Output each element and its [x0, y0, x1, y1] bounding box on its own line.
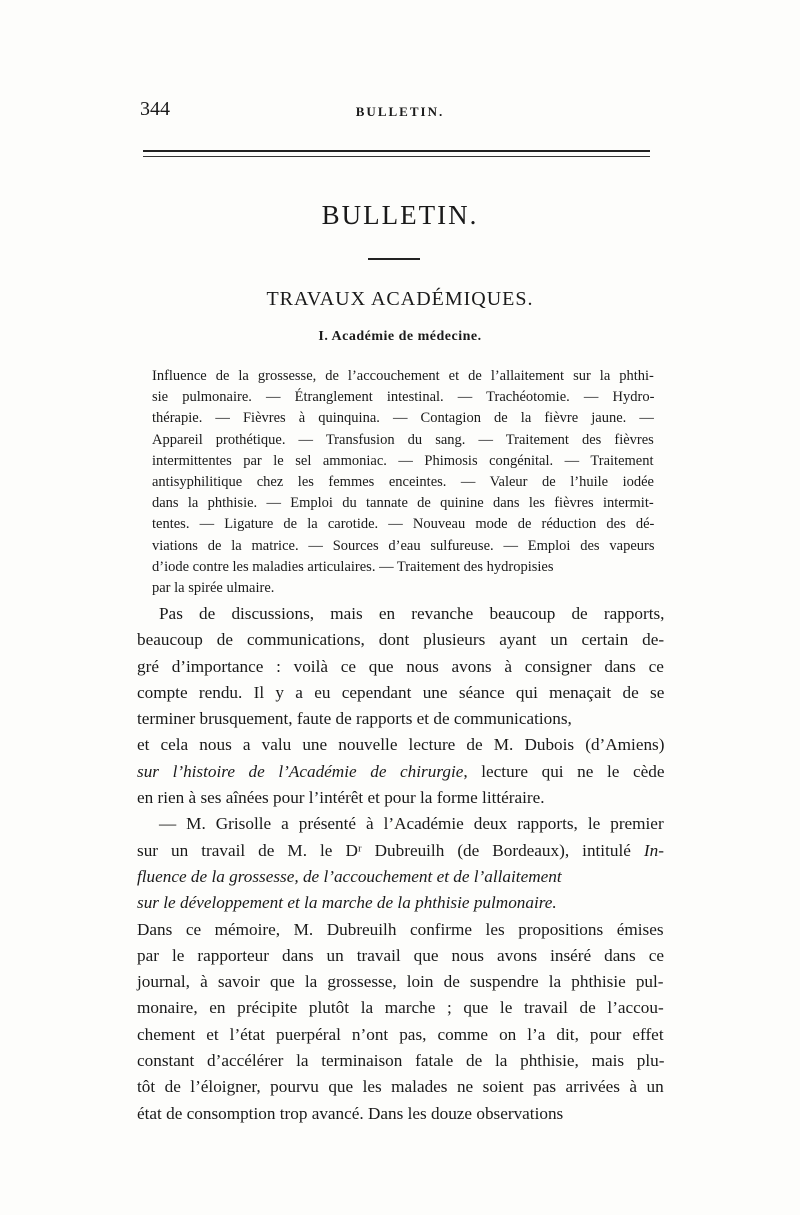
- paragraph-line-text: sur un travail de M. le Dʳ Dubreuilh (de Bordeaux), intitulé: [137, 840, 644, 860]
- summary-line: sie pulmonaire. — Étranglement intestinal. — Trachéotomie. — Hydro-: [152, 389, 655, 406]
- summary-line: Influence de la grossesse, de l’accouchement et de l’allaitement sur la phthi-: [152, 368, 654, 384]
- running-head: [140, 98, 660, 128]
- paragraph-line: beaucoup de communications, dont plusieurs ayant un certain de-: [137, 630, 665, 650]
- paragraph-line: compte rendu. Il y a eu cependant une séance qui menaçait de se: [137, 682, 665, 702]
- summary-block: [152, 366, 654, 599]
- summary-line: intermittentes par le sel ammoniac. — Phimosis congénital. — Traitement: [152, 452, 654, 469]
- summary-line: dans la phthisie. — Emploi du tannate de quinine dans les fièvres intermit-: [152, 495, 654, 512]
- paragraph-line: monaire, en précipite plutôt la marche ; que le travail de l’accou-: [137, 998, 664, 1018]
- section-title: TRAVAUX ACADÉMIQUES.: [266, 288, 534, 310]
- paragraph-line: terminer brusquement, faute de rapports et de communications,: [137, 709, 572, 729]
- summary-line: thérapie. — Fièvres à quinquina. — Contagion de la fièvre jaune. —: [152, 410, 654, 427]
- page-number: 344: [140, 98, 170, 120]
- book-title-italic: sur l’histoire de l’Académie de chirurgie: [137, 761, 464, 781]
- page-title: BULLETIN.: [321, 200, 479, 230]
- paragraph-line: journal, à savoir que la grossesse, loin de suspendre la phthisie pul-: [137, 972, 664, 992]
- subsection-title: I. Académie de médecine.: [318, 329, 482, 344]
- title-divider: [368, 258, 420, 260]
- paragraph-line: constant d’accélérer la terminaison fatale de la phthisie, mais plu-: [137, 1051, 665, 1071]
- summary-line: Appareil prothétique. — Transfusion du sang. — Traitement des fièvres: [152, 431, 654, 448]
- body-text: [137, 601, 664, 1127]
- summary-line: viations de la matrice. — Sources d’eau sulfureuse. — Emploi des vapeurs: [152, 537, 655, 554]
- summary-line: antisyphilitique chez les femmes enceintes. — Valeur de l’huile iodée: [152, 473, 654, 490]
- paragraph-line: état de consomption trop avancé. Dans les douze observations: [137, 1103, 564, 1123]
- memoir-title-italic: fluence de la grossesse, de l’accouchement et de l’allaitement: [137, 866, 562, 886]
- header-rule-thick: [143, 150, 650, 152]
- summary-line: tentes. — Ligature de la carotide. — Nouveau mode de réduction des dé-: [152, 516, 655, 533]
- paragraph-line: chement et l’état puerpéral n’ont pas, comme on l’a dit, pour effet: [137, 1024, 664, 1044]
- header-rule-thin: [143, 156, 650, 157]
- paragraph-line: en rien à ses aînées pour l’intérêt et pour la forme littéraire.: [137, 788, 545, 808]
- memoir-title-italic: sur le développement et la marche de la phthisie pulmonaire.: [137, 893, 557, 913]
- paragraph-line-rest: , lecture qui ne le cède: [463, 761, 665, 781]
- paragraph-line: Dans ce mémoire, M. Dubreuilh confirme les propositions émises: [137, 919, 664, 939]
- paragraph-line: Pas de discussions, mais en revanche beaucoup de rapports,: [159, 604, 665, 623]
- paragraph-line: et cela nous a valu une nouvelle lecture de M. Dubois (d’Amiens): [137, 735, 665, 755]
- memoir-title-italic: In-: [643, 840, 664, 860]
- summary-line: d’iode contre les maladies articulaires. — Traitement des hydropisies: [152, 558, 554, 575]
- summary-line: par la spirée ulmaire.: [152, 579, 275, 596]
- paragraph-line: [137, 759, 664, 785]
- paragraph-line: [137, 838, 664, 864]
- paragraph-line: par le rapporteur dans un travail que nous avons inséré dans ce: [137, 945, 664, 965]
- paragraph-line: tôt de l’éloigner, pourvu que les malades ne soient pas arrivées à un: [137, 1077, 664, 1097]
- paragraph-line: gré d’importance : voilà ce que nous avons à consigner dans ce: [137, 656, 664, 676]
- paragraph-line: — M. Grisolle a présenté à l’Académie deux rapports, le premier: [159, 814, 664, 834]
- running-title: BULLETIN.: [355, 104, 445, 119]
